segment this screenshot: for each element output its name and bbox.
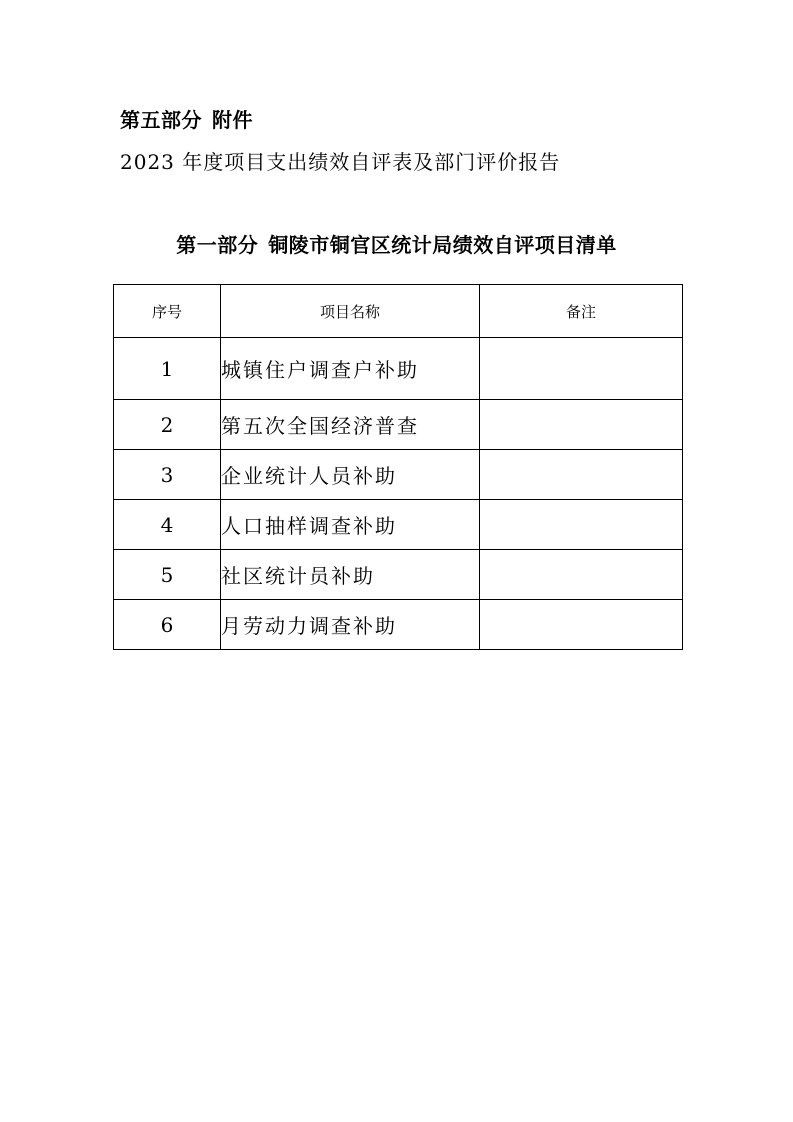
row-remark bbox=[480, 600, 683, 650]
list-title-name: 铜陵市铜官区统计局绩效自评项目清单 bbox=[268, 233, 617, 257]
table-row bbox=[114, 550, 683, 600]
row-number: 1 bbox=[114, 338, 221, 400]
row-number: 3 bbox=[114, 450, 221, 500]
section-heading-attachment: 附件 bbox=[212, 108, 253, 132]
row-project-name: 第五次全国经济普查 bbox=[221, 400, 480, 450]
header-project-name: 项目名称 bbox=[221, 285, 480, 338]
table-header-row bbox=[114, 285, 683, 338]
table-row bbox=[114, 600, 683, 650]
section-heading-part: 第五部分 bbox=[120, 108, 202, 132]
table-row bbox=[114, 338, 683, 400]
header-remarks: 备注 bbox=[480, 285, 683, 338]
list-title-part: 第一部分 bbox=[176, 233, 259, 257]
row-project-name: 城镇住户调查户补助 bbox=[221, 338, 480, 400]
row-project-name: 人口抽样调查补助 bbox=[221, 500, 480, 550]
table-row bbox=[114, 500, 683, 550]
row-remark bbox=[480, 550, 683, 600]
table-row bbox=[114, 400, 683, 450]
row-number: 6 bbox=[114, 600, 221, 650]
section-heading bbox=[120, 104, 253, 133]
table-row bbox=[114, 450, 683, 500]
header-serial-number: 序号 bbox=[114, 285, 221, 338]
row-project-name: 月劳动力调查补助 bbox=[221, 600, 480, 650]
row-remark bbox=[480, 400, 683, 450]
project-list-table bbox=[113, 284, 683, 650]
document-subtitle: 2023 年度项目支出绩效自评表及部门评价报告 bbox=[120, 150, 561, 174]
row-number: 4 bbox=[114, 500, 221, 550]
row-project-name: 社区统计员补助 bbox=[221, 550, 480, 600]
row-number: 2 bbox=[114, 400, 221, 450]
row-number: 5 bbox=[114, 550, 221, 600]
row-remark bbox=[480, 450, 683, 500]
row-project-name: 企业统计人员补助 bbox=[221, 450, 480, 500]
row-remark bbox=[480, 500, 683, 550]
row-remark bbox=[480, 338, 683, 400]
list-title bbox=[0, 229, 793, 258]
